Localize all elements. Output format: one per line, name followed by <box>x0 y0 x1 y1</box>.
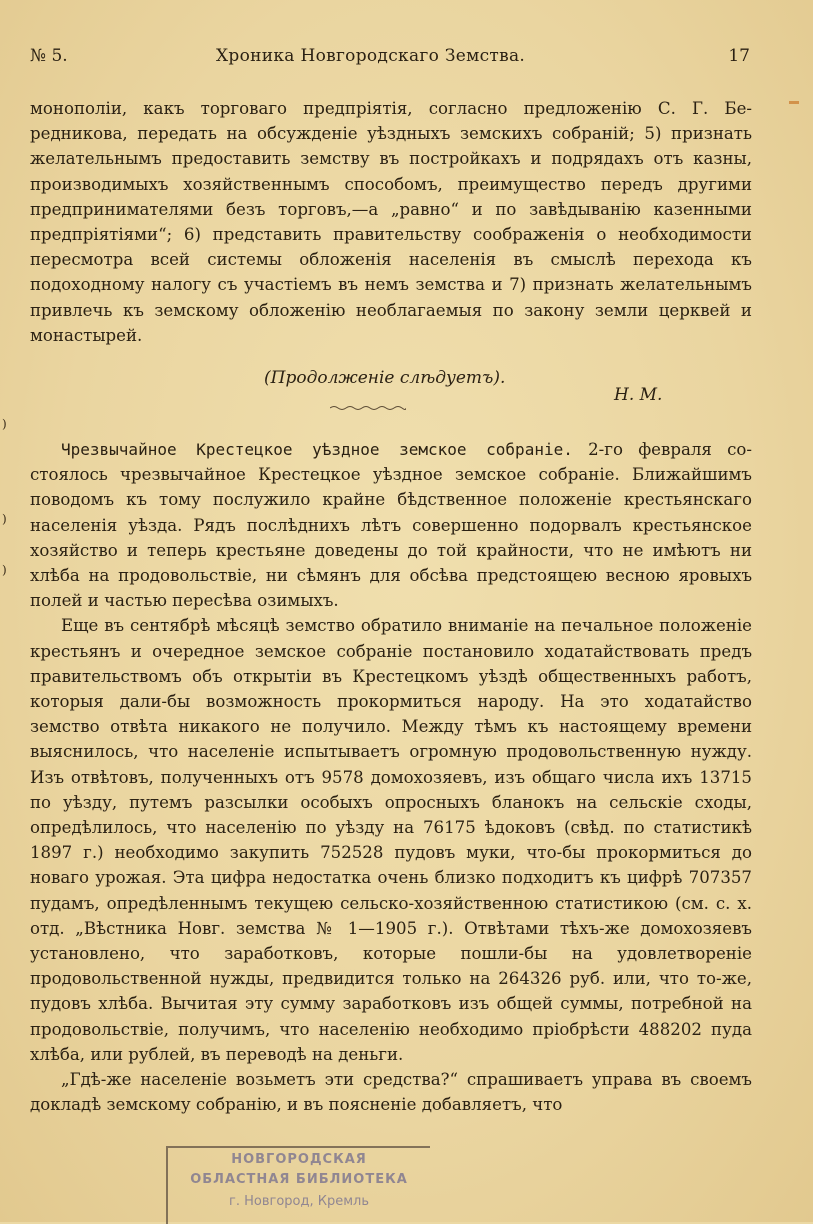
article-paragraph-1 <box>30 437 752 613</box>
margin-bracket: ) <box>2 563 7 577</box>
continuation-text: монополіи, какъ торговаго предпріятія, согласно предложенію С. Г. Бередникова, передать на обсужденіе уѣздныхъ земскихъ собраній; 5) признать желательнымъ предоставить земству въ постройкахъ и подрядахъ отъ казны, производимыхъ хозяйственнымъ способомъ, преимущество передъ другими предпринимателями безъ торговъ,—а „равно“ и по завѣдыванію казенными предпріятіями“; 6) представить правительству соображенія о необходимости пересмотра всей системы обложенія населенія въ смыслѣ перехода къ подоходному налогу съ участіемъ въ немъ земства и 7) признать желательнымъ привлечь къ земскому обложенію необлагаемыя по закону земли церквей и монастырей. <box>30 99 752 345</box>
article-headline: Чрезвычайное Крестецкое уѣздное земское собраніе. <box>61 440 573 459</box>
issue-number: № 5. <box>30 46 68 66</box>
article-paragraph-3: „Гдѣ-же населеніе возьметъ эти средства?“ спрашиваетъ управа въ своемъ докладѣ земскому собранію, и въ поясненіе добавляетъ, что <box>30 1070 752 1115</box>
margin-bracket: ) <box>2 417 7 431</box>
article-paragraph-1-text: 2-го февраля состоялось чрезвычайное Крестецкое уѣздное земское собраніе. Ближайшимъ поводомъ къ тому послужило крайне бѣдственное положеніе крестьянскаго населенія уѣзда. Рядъ послѣднихъ лѣтъ совершенно подорвалъ крестьянское хозяйство и теперь крестьяне доведены до той крайности, что не имѣютъ ни хлѣба на продовольствіе, ни сѣмянъ для обсѣва предстоящею весною яровыхъ полей и частью пересѣва озимыхъ. <box>30 440 752 611</box>
page-number: 17 <box>728 46 750 66</box>
margin-mark-orange <box>789 101 799 104</box>
journal-title: Хроника Новгородскаго Земства. <box>216 46 526 66</box>
library-stamp <box>166 1146 430 1224</box>
running-header <box>30 46 750 72</box>
continuation-note: (Продолженіе слѣдуетъ). <box>264 368 506 388</box>
margin-bracket: ) <box>2 512 7 526</box>
continuation-paragraph <box>30 96 752 348</box>
stamp-line-1: НОВГОРОДСКАЯ <box>231 1152 367 1167</box>
article-paragraph-2: Еще въ сентябрѣ мѣсяцѣ земство обратило вниманіе на печальное положеніе крестьянъ и очередное земское собраніе постановило ходатайствовать предъ правительствомъ объ открытіи въ Крестецкомъ уѣздѣ общественныхъ работъ, которыя дали-бы возможность прокормиться народу. На это ходатайство земство отвѣта никакого не получило. Между тѣмъ къ настоящему времени выяснилось, что населеніе испытываетъ огромную продовольственную нужду. Изъ отвѣтовъ, полученныхъ отъ 9578 домохозяевъ, изъ общаго числа ихъ 13715 по уѣзду, путемъ разсылки особыхъ опросныхъ бланокъ на сельскіе сходы, опредѣлилось, что населенію по уѣзду на 76175 ѣдоковъ (свѣд. по статистикѣ 1897 г.) необходимо закупить 752528 пудовъ муки, что-бы прокормиться до новаго урожая. Эта цифра недостатка очень близко подходитъ къ цифрѣ 707357 пудамъ, опредѣленнымъ текущею сельско-хозяйственною статистикою (см. с. х. отд. „Вѣстника Новг. земства № 1—1905 г.). Отвѣтами тѣхъ-же домохозяевъ установлено, что заработковъ, которые пошли-бы на удовлетвореніе продовольственной нужды, предвидится только на 264326 руб. или, что то-же, пудовъ хлѣба. Вычитая эту сумму заработковъ изъ общей суммы, потребной на продовольствіе, получимъ, что населенію необходимо пріобрѣсти 488202 пуда хлѣба, или рублей, въ переводѣ на деньги. <box>30 616 752 1064</box>
stamp-line-3: г. Новгород, Кремль <box>229 1194 369 1209</box>
article-body <box>30 437 752 1117</box>
author-signature: Н. М. <box>614 385 663 405</box>
stamp-line-2: ОБЛАСТНАЯ БИБЛИОТЕКА <box>190 1172 408 1187</box>
wavy-divider <box>330 405 406 411</box>
